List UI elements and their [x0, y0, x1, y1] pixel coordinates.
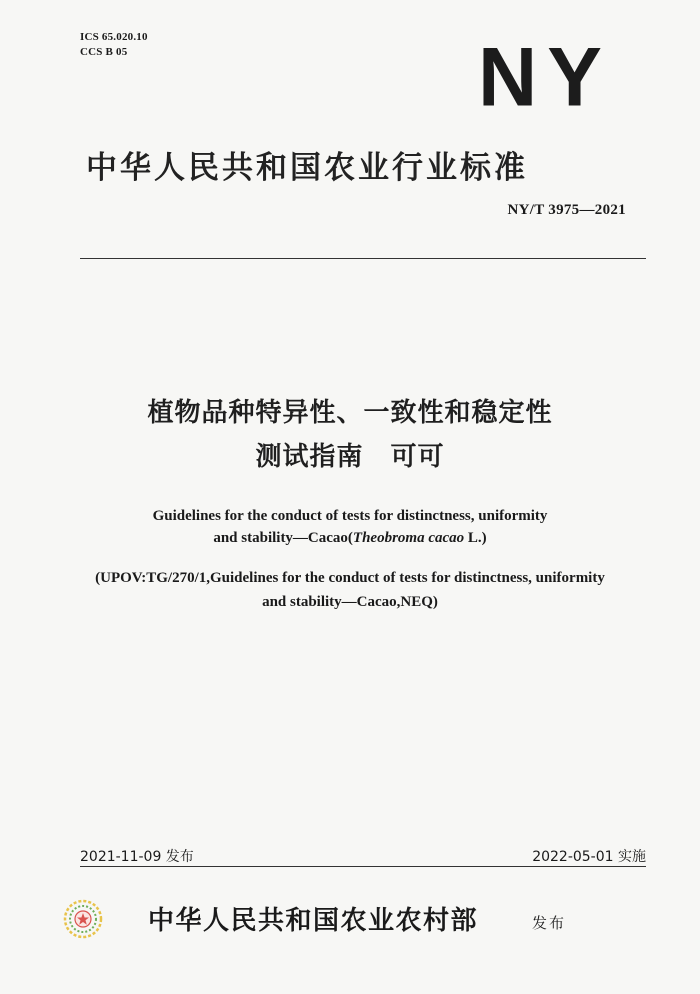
ccs-code: CCS B 05 — [80, 46, 128, 58]
issuing-authority: 中华人民共和国农业农村部 — [148, 906, 479, 936]
english-title-line-1: Guidelines for the conduct of tests for distinctness, uniformity — [152, 508, 548, 524]
upov-reference-line-1: (UPOV:TG/270/1,Guidelines for the conduct of tests for distinctness, uniformity — [95, 570, 605, 586]
ministry-emblem-icon — [62, 898, 104, 940]
implementation-date: 2022-05-01 实施 — [532, 849, 646, 865]
ny-logo: NY — [478, 31, 612, 124]
chinese-title-line-1: 植物品种特异性、一致性和稳定性 — [147, 398, 553, 428]
ics-code: ICS 65.020.10 — [80, 31, 148, 43]
english-title-suffix: L.) — [464, 530, 487, 546]
scientific-name: Theobroma cacao — [352, 530, 465, 546]
standard-number: NY/T 3975—2021 — [507, 202, 626, 218]
issuing-label: 发布 — [532, 914, 567, 932]
english-title-line-2 — [0, 530, 700, 547]
standard-category-title: 中华人民共和国农业行业标准 — [86, 150, 528, 186]
issue-date: 2021-11-09 发布 — [80, 849, 194, 865]
top-divider — [80, 258, 646, 259]
chinese-title-line-2: 测试指南 可可 — [255, 442, 445, 472]
bottom-divider — [80, 866, 646, 867]
english-title-prefix: and stability—Cacao( — [213, 530, 353, 546]
upov-reference-line-2: and stability—Cacao,NEQ) — [262, 594, 438, 610]
